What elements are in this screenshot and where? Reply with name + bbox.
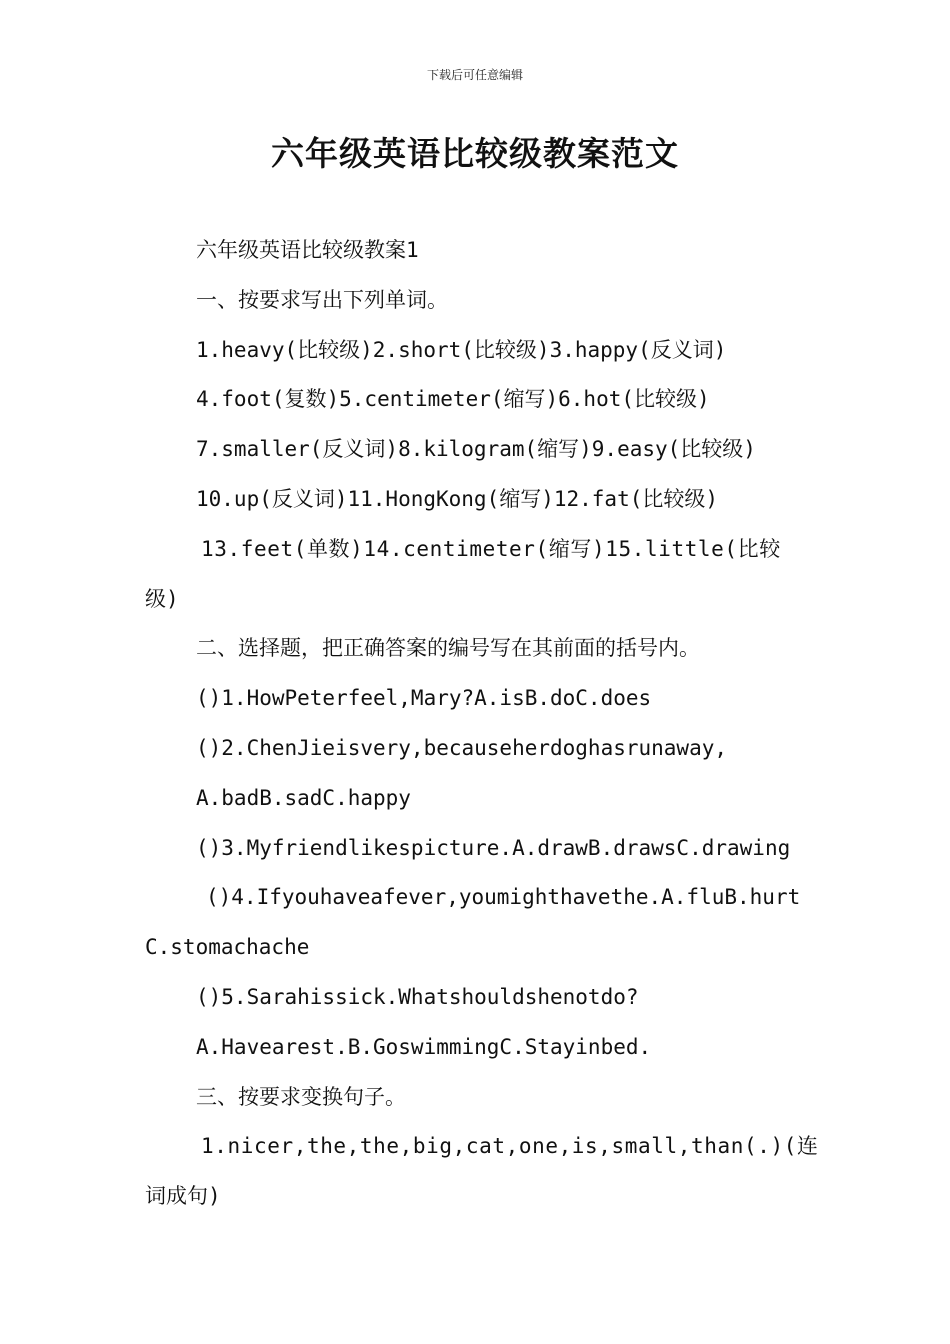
document-title: 六年级英语比较级教案范文 <box>271 134 679 173</box>
answer-options-continued: C.stomachache <box>145 935 310 960</box>
document-body <box>145 230 819 1226</box>
question-line: ()4.Ifyouhaveafever,youmighthavethe.A.fluB.hurt <box>206 885 801 910</box>
part-heading: 三、按要求变换句子。 <box>196 1084 406 1109</box>
question-line: ()5.Sarahissick.Whatshouldshenotdo? <box>196 984 639 1009</box>
question-line: ()2.ChenJieisvery,becauseherdoghasrunaway, <box>196 735 728 760</box>
answer-options: A.badB.sadC.happy <box>196 785 411 810</box>
exercise-line: 1.nicer,the,the,big,cat,one,is,small,than(.)(连 <box>201 1134 819 1159</box>
exercise-line-continued: 级) <box>145 586 179 611</box>
exercise-line-continued: 词成句) <box>145 1184 221 1209</box>
header-note: 下载后可任意编辑 <box>426 68 523 82</box>
section-heading: 六年级英语比较级教案1 <box>196 238 419 262</box>
question-line: ()1.HowPeterfeel,Mary?A.isB.doC.does <box>196 686 652 711</box>
exercise-line: 7.smaller(反义词)8.kilogram(缩写)9.easy(比较级) <box>196 437 756 462</box>
part-heading: 二、选择题，把正确答案的编号写在其前面的括号内。 <box>196 636 700 661</box>
exercise-line: 13.feet(单数)14.centimeter(缩写)15.little(比较 <box>201 536 781 561</box>
exercise-line: 1.heavy(比较级)2.short(比较级)3.happy(反义词) <box>196 337 727 362</box>
question-line: ()3.Myfriendlikespicture.A.drawB.drawsC.drawing <box>196 835 791 860</box>
exercise-line: 4.foot(复数)5.centimeter(缩写)6.hot(比较级) <box>196 387 710 412</box>
part-heading: 一、按要求写出下列单词。 <box>196 287 448 312</box>
answer-options: A.Havearest.B.GoswimmingC.Stayinbed. <box>196 1034 652 1059</box>
exercise-line: 10.up(反义词)11.HongKong(缩写)12.fat(比较级) <box>196 486 719 511</box>
